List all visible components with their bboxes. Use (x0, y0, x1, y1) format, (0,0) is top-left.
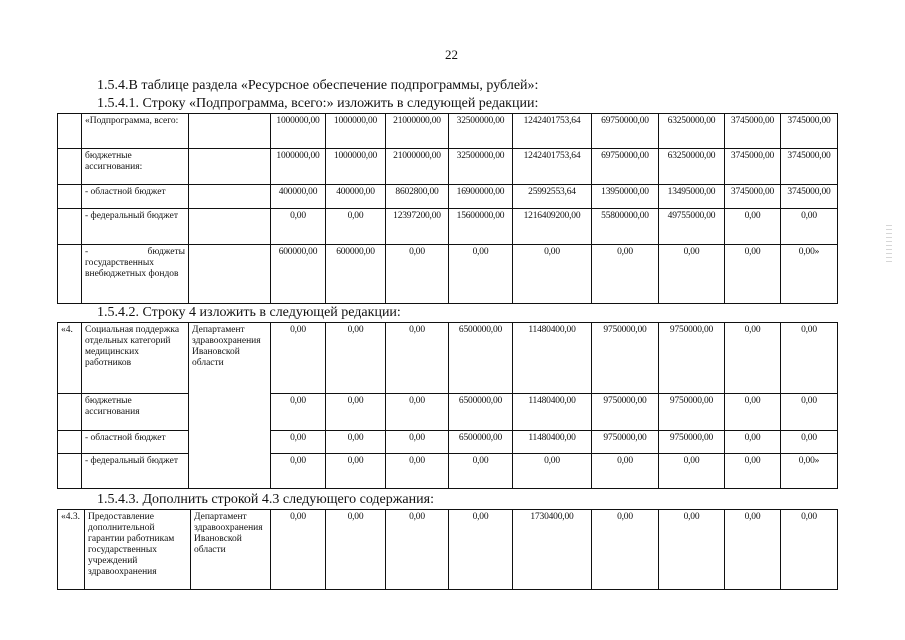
value-cell: 1242401753,64 (513, 149, 592, 185)
value-cell: 0,00 (326, 431, 386, 454)
page-number: 22 (445, 47, 458, 62)
table-row (58, 510, 838, 590)
value-cell: 0,00 (326, 454, 386, 489)
value-cell: 0,00 (449, 454, 513, 489)
value-cell: 0,00» (781, 245, 838, 304)
value-cell: 9750000,00 (659, 431, 725, 454)
scan-artifact (886, 225, 892, 265)
value-cell: 55800000,00 (592, 209, 659, 245)
table-subprogram-total (57, 113, 838, 304)
table-row-4-3 (57, 509, 838, 590)
value-cell: 12397200,00 (386, 209, 449, 245)
value-cell: 63250000,00 (659, 114, 725, 149)
row-label: бюджетные ассигнования: (82, 149, 189, 185)
value-cell: 0,00 (386, 431, 449, 454)
value-cell: 3745000,00 (725, 149, 781, 185)
value-cell: 0,00 (725, 510, 781, 590)
table-row (58, 114, 838, 149)
row-label: Предоставление дополнительной гарантии работникам государственных учреждений здравоохранения (85, 510, 191, 590)
num-cell (58, 454, 82, 489)
value-cell: 3745000,00 (725, 185, 781, 209)
value-cell: 25992553,64 (513, 185, 592, 209)
num-cell (58, 209, 82, 245)
value-cell: 0,00 (271, 209, 326, 245)
value-cell: 69750000,00 (592, 114, 659, 149)
value-cell: 0,00 (592, 454, 659, 489)
value-cell: 1730400,00 (513, 510, 592, 590)
value-cell: 0,00 (592, 510, 659, 590)
value-cell: 3745000,00 (781, 185, 838, 209)
row-label: «Подпрограмма, всего: (82, 114, 189, 149)
value-cell: 0,00 (659, 245, 725, 304)
table-row (58, 454, 838, 489)
executor-cell: Департамент здравоохранения Ивановской области (191, 510, 271, 590)
num-cell (58, 114, 82, 149)
table-row-4 (57, 322, 838, 489)
value-cell: 3745000,00 (781, 114, 838, 149)
heading-1-5-4-3: 1.5.4.3. Дополнить строкой 4.3 следующего содержания: (97, 492, 434, 507)
value-cell: 0,00 (781, 209, 838, 245)
value-cell: 1000000,00 (326, 149, 386, 185)
value-cell: 6500000,00 (449, 394, 513, 431)
row-label: - бюджеты государственных внебюджетных фондов (82, 245, 189, 304)
value-cell: 0,00 (781, 323, 838, 394)
value-cell: 400000,00 (326, 185, 386, 209)
num-cell (58, 149, 82, 185)
table-row (58, 245, 838, 304)
value-cell: 0,00 (271, 510, 326, 590)
num-cell (58, 185, 82, 209)
value-cell: 8602800,00 (386, 185, 449, 209)
value-cell: 11480400,00 (513, 323, 592, 394)
value-cell: 49755000,00 (659, 209, 725, 245)
value-cell: 1000000,00 (271, 149, 326, 185)
value-cell: 0,00 (326, 323, 386, 394)
value-cell: 3745000,00 (725, 114, 781, 149)
row-label: - федеральный бюджет (82, 454, 189, 489)
value-cell: 0,00 (659, 454, 725, 489)
heading-1-5-4-1: 1.5.4.1. Строку «Подпрограмма, всего:» изложить в следующей редакции: (97, 96, 539, 111)
value-cell: 9750000,00 (592, 431, 659, 454)
value-cell: 0,00 (271, 431, 326, 454)
value-cell: 0,00 (725, 431, 781, 454)
num-cell (58, 431, 82, 454)
value-cell: 0,00 (781, 394, 838, 431)
executor-cell (189, 245, 271, 304)
row-label: - областной бюджет (82, 431, 189, 454)
value-cell: 0,00 (326, 209, 386, 245)
executor-cell: Департамент здравоохранения Ивановской области (189, 323, 271, 489)
value-cell: 0,00 (271, 454, 326, 489)
table-row (58, 149, 838, 185)
row-label: Социальная поддержка отдельных категорий медицинских работников (82, 323, 189, 394)
value-cell: 16900000,00 (449, 185, 513, 209)
value-cell: 0,00 (386, 454, 449, 489)
value-cell: 0,00 (449, 245, 513, 304)
value-cell: 21000000,00 (386, 149, 449, 185)
value-cell: 6500000,00 (449, 431, 513, 454)
value-cell: 0,00 (386, 510, 449, 590)
value-cell: 1000000,00 (271, 114, 326, 149)
value-cell: 0,00 (386, 245, 449, 304)
table-row (58, 209, 838, 245)
row-label: - федеральный бюджет (82, 209, 189, 245)
value-cell: 0,00 (326, 510, 386, 590)
executor-cell (189, 114, 271, 149)
value-cell: 15600000,00 (449, 209, 513, 245)
value-cell: 13950000,00 (592, 185, 659, 209)
table-row (58, 323, 838, 394)
value-cell: 0,00 (659, 510, 725, 590)
value-cell: 3745000,00 (781, 149, 838, 185)
value-cell: 11480400,00 (513, 431, 592, 454)
value-cell: 0,00 (725, 209, 781, 245)
value-cell: 6500000,00 (449, 323, 513, 394)
value-cell: 69750000,00 (592, 149, 659, 185)
heading-1-5-4: 1.5.4.В таблице раздела «Ресурсное обеспечение подпрограммы, рублей»: (97, 78, 539, 93)
value-cell: 63250000,00 (659, 149, 725, 185)
value-cell: 0,00» (781, 454, 838, 489)
value-cell: 0,00 (513, 454, 592, 489)
value-cell: 0,00 (386, 394, 449, 431)
value-cell: 1242401753,64 (513, 114, 592, 149)
num-cell (58, 245, 82, 304)
value-cell: 13495000,00 (659, 185, 725, 209)
value-cell: 0,00 (781, 431, 838, 454)
table-row (58, 394, 838, 431)
value-cell: 0,00 (386, 323, 449, 394)
value-cell: 0,00 (271, 323, 326, 394)
num-cell (58, 394, 82, 431)
value-cell: 0,00 (725, 245, 781, 304)
value-cell: 9750000,00 (592, 323, 659, 394)
value-cell: 9750000,00 (659, 394, 725, 431)
table-row (58, 185, 838, 209)
executor-cell (189, 185, 271, 209)
row-label: - областной бюджет (82, 185, 189, 209)
table-row (58, 431, 838, 454)
value-cell: 0,00 (725, 323, 781, 394)
value-cell: 0,00 (271, 394, 326, 431)
value-cell: 32500000,00 (449, 149, 513, 185)
value-cell: 0,00 (781, 510, 838, 590)
value-cell: 600000,00 (326, 245, 386, 304)
value-cell: 32500000,00 (449, 114, 513, 149)
value-cell: 11480400,00 (513, 394, 592, 431)
num-cell: «4.3. (58, 510, 85, 590)
value-cell: 0,00 (513, 245, 592, 304)
executor-cell (189, 149, 271, 185)
heading-1-5-4-2: 1.5.4.2. Строку 4 изложить в следующей редакции: (97, 305, 401, 320)
value-cell: 0,00 (449, 510, 513, 590)
value-cell: 600000,00 (271, 245, 326, 304)
value-cell: 21000000,00 (386, 114, 449, 149)
value-cell: 1216409200,00 (513, 209, 592, 245)
value-cell: 9750000,00 (659, 323, 725, 394)
num-cell: «4. (58, 323, 82, 394)
value-cell: 0,00 (725, 454, 781, 489)
value-cell: 9750000,00 (592, 394, 659, 431)
value-cell: 0,00 (326, 394, 386, 431)
value-cell: 1000000,00 (326, 114, 386, 149)
executor-cell (189, 209, 271, 245)
row-label: бюджетные ассигнования (82, 394, 189, 431)
value-cell: 0,00 (592, 245, 659, 304)
value-cell: 0,00 (725, 394, 781, 431)
value-cell: 400000,00 (271, 185, 326, 209)
